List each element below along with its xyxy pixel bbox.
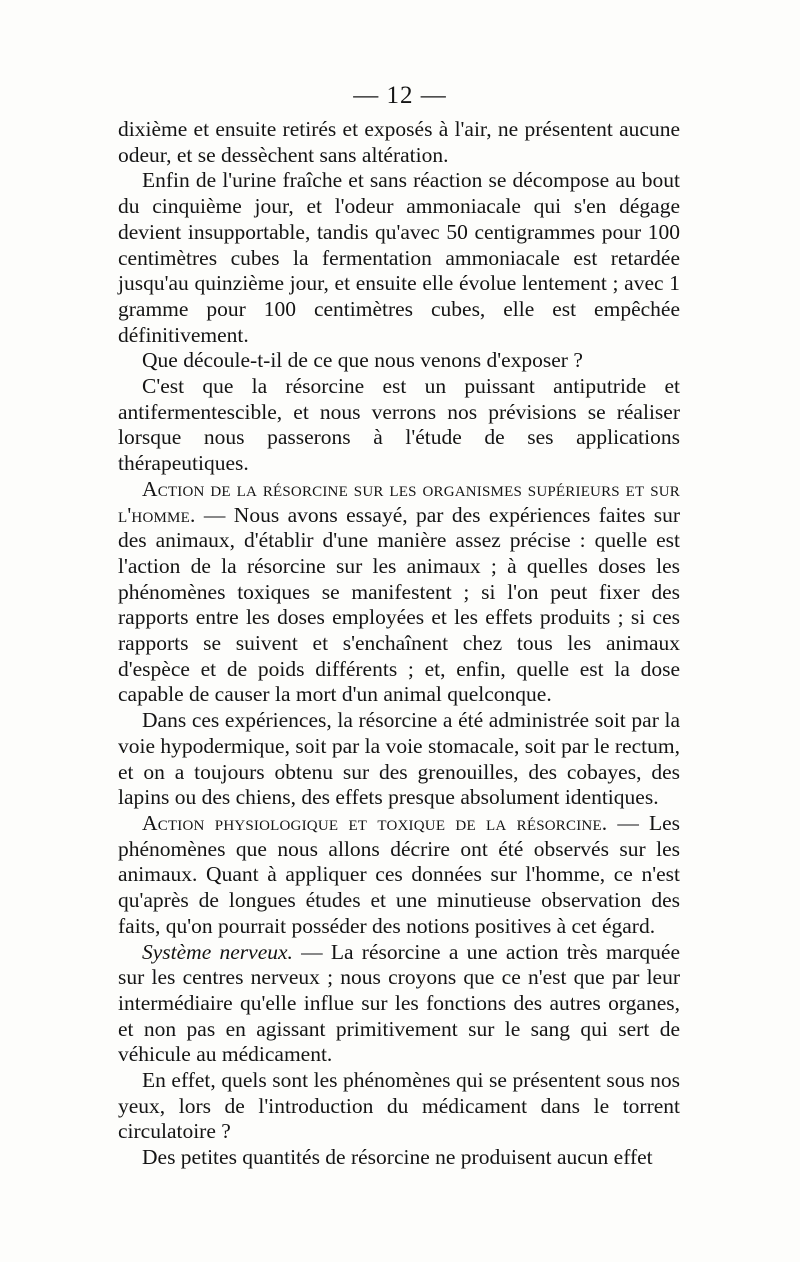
paragraph-body: — Les phénomènes que nous allons décrire ont été observés sur les animaux. Quant à appliquer ces données sur l'homme, ce n'est qu'après de longues études et une minutieuse observation des faits, qu'on pourrait posséder des notions positives à cet égard. — [118, 810, 680, 938]
subsection-heading: Système nerveux. — [142, 939, 293, 964]
paragraph-phenomena: En effet, quels sont les phénomènes qui se présentent sous nos yeux, lors de l'introduction du médicament dans le torrent circulatoire ? — [118, 1068, 680, 1144]
paragraph-small-quantities: Des petites quantités de résorcine ne produisent aucun effet — [142, 1145, 653, 1170]
paragraph-nervous-system — [118, 940, 680, 1069]
paragraph-conclusion: C'est que la résorcine est un puissant antiputride et antifermentescible, et nous verrons nos prévisions se réaliser lorsque nous passerons à l'étude de ses applications thérapeutiques. — [118, 374, 680, 476]
paragraph-body: — Nous avons essayé, par des expériences faites sur des animaux, d'établir d'une manière assez précise : quelle est l'action de la résorcine sur les animaux ; à quelles doses les phénomènes toxiques se manifestent ; si l'on peut fixer des rapports entre les doses employées et les effets produits ; si ces rapports se suivent et s'enchaînent chez tous les animaux d'espèce et de poids différents ; et, enfin, quelle est la dose capable de causer la mort d'un animal quelconque. — [118, 502, 680, 707]
section-heading: Action physiologique et toxique de la résorcine. — [142, 810, 608, 835]
paragraph-question: Que découle-t-il de ce que nous venons d'exposer ? — [142, 348, 583, 373]
paragraph-continuation: dixième et ensuite retirés et exposés à l'air, ne présentent aucune odeur, et se dessèchent sans altération. — [118, 117, 680, 167]
paragraph-body: — La résorcine a une action très marquée sur les centres nerveux ; nous croyons que ce n'est que par leur intermédiaire qu'elle influe sur les fonctions des autres organes, et non pas en agissant primitivement sur le sang qui sert de véhicule au médicament. — [118, 939, 680, 1067]
section-heading: Action de la résorcine sur les organismes supérieurs et sur l'homme. — [118, 476, 680, 527]
paragraph-urine-fermentation: Enfin de l'urine fraîche et sans réaction se décompose au bout du cinquième jour, et l'odeur ammoniacale qui s'en dégage devient insupportable, tandis qu'avec 50 centigrammes pour 100 centimètres cubes la fermentation ammoniacale est retardée jusqu'au quinzième jour, et ensuite elle évolue lentement ; avec 1 gramme pour 100 centimètres cubes, elle est empêchée définitivement. — [118, 168, 680, 347]
paragraph-experiments: Dans ces expériences, la résorcine a été administrée soit par la voie hypodermique, soit par la voie stomacale, soit par le rectum, et on a toujours obtenu sur des grenouilles, des cobayes, des lapins ou des chiens, des effets presque absolument identiques. — [118, 708, 680, 810]
page-number: — 12 — — [353, 82, 447, 109]
paragraph-action-superior-organisms — [118, 477, 680, 708]
body-text — [118, 117, 680, 1171]
paragraph-physiological-action — [118, 811, 680, 940]
